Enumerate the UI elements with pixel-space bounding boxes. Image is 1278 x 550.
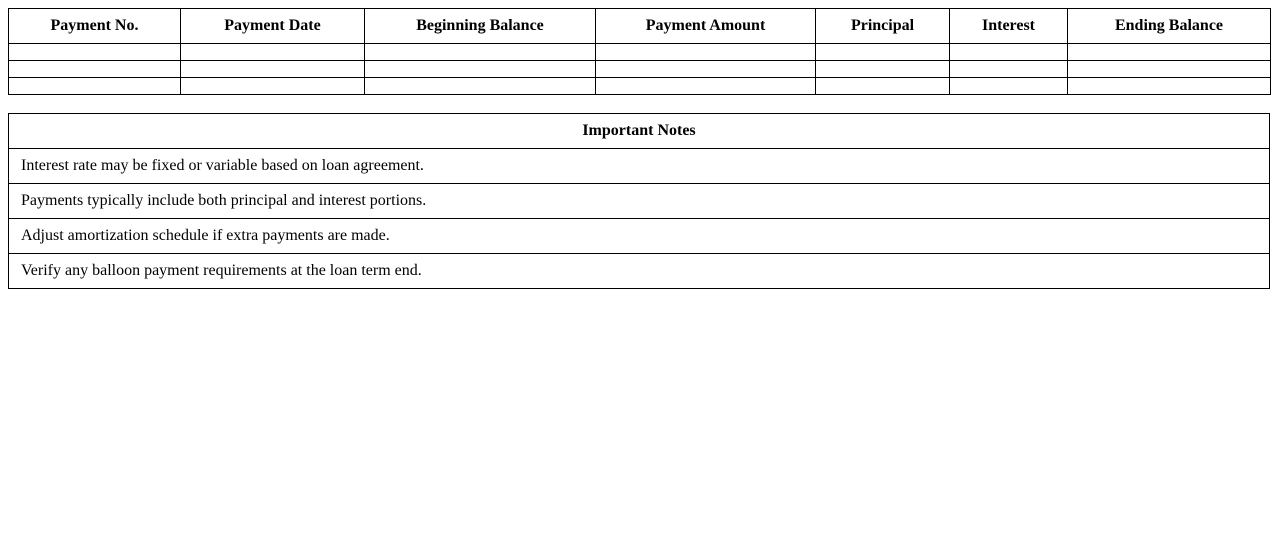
table-cell	[181, 61, 365, 78]
header-principal: Principal	[816, 9, 950, 44]
note-item: Interest rate may be fixed or variable based on loan agreement.	[9, 149, 1270, 184]
table-cell	[1068, 78, 1271, 95]
header-interest: Interest	[950, 9, 1068, 44]
amortization-schedule-table	[8, 8, 1271, 95]
table-cell	[181, 78, 365, 95]
table-row	[9, 61, 1271, 78]
schedule-header-row	[9, 9, 1271, 44]
notes-title: Important Notes	[9, 114, 1270, 149]
table-row	[9, 44, 1271, 61]
table-cell	[1068, 61, 1271, 78]
important-notes-table	[8, 113, 1270, 289]
header-payment-no: Payment No.	[9, 9, 181, 44]
note-item: Verify any balloon payment requirements at the loan term end.	[9, 254, 1270, 289]
table-cell	[816, 44, 950, 61]
table-cell	[365, 61, 596, 78]
note-row	[9, 184, 1270, 219]
header-beginning-balance: Beginning Balance	[365, 9, 596, 44]
note-row	[9, 254, 1270, 289]
table-cell	[365, 44, 596, 61]
table-cell	[365, 78, 596, 95]
note-item: Payments typically include both principal and interest portions.	[9, 184, 1270, 219]
table-cell	[181, 44, 365, 61]
table-cell	[950, 44, 1068, 61]
note-row	[9, 219, 1270, 254]
table-cell	[816, 61, 950, 78]
table-row	[9, 78, 1271, 95]
table-cell	[816, 78, 950, 95]
notes-header-row	[9, 114, 1270, 149]
table-cell	[950, 61, 1068, 78]
table-cell	[9, 44, 181, 61]
table-cell	[9, 78, 181, 95]
header-payment-amount: Payment Amount	[596, 9, 816, 44]
note-row	[9, 149, 1270, 184]
table-cell	[596, 44, 816, 61]
table-cell	[950, 78, 1068, 95]
header-payment-date: Payment Date	[181, 9, 365, 44]
table-cell	[596, 61, 816, 78]
table-cell	[9, 61, 181, 78]
header-ending-balance: Ending Balance	[1068, 9, 1271, 44]
table-cell	[1068, 44, 1271, 61]
table-cell	[596, 78, 816, 95]
note-item: Adjust amortization schedule if extra payments are made.	[9, 219, 1270, 254]
